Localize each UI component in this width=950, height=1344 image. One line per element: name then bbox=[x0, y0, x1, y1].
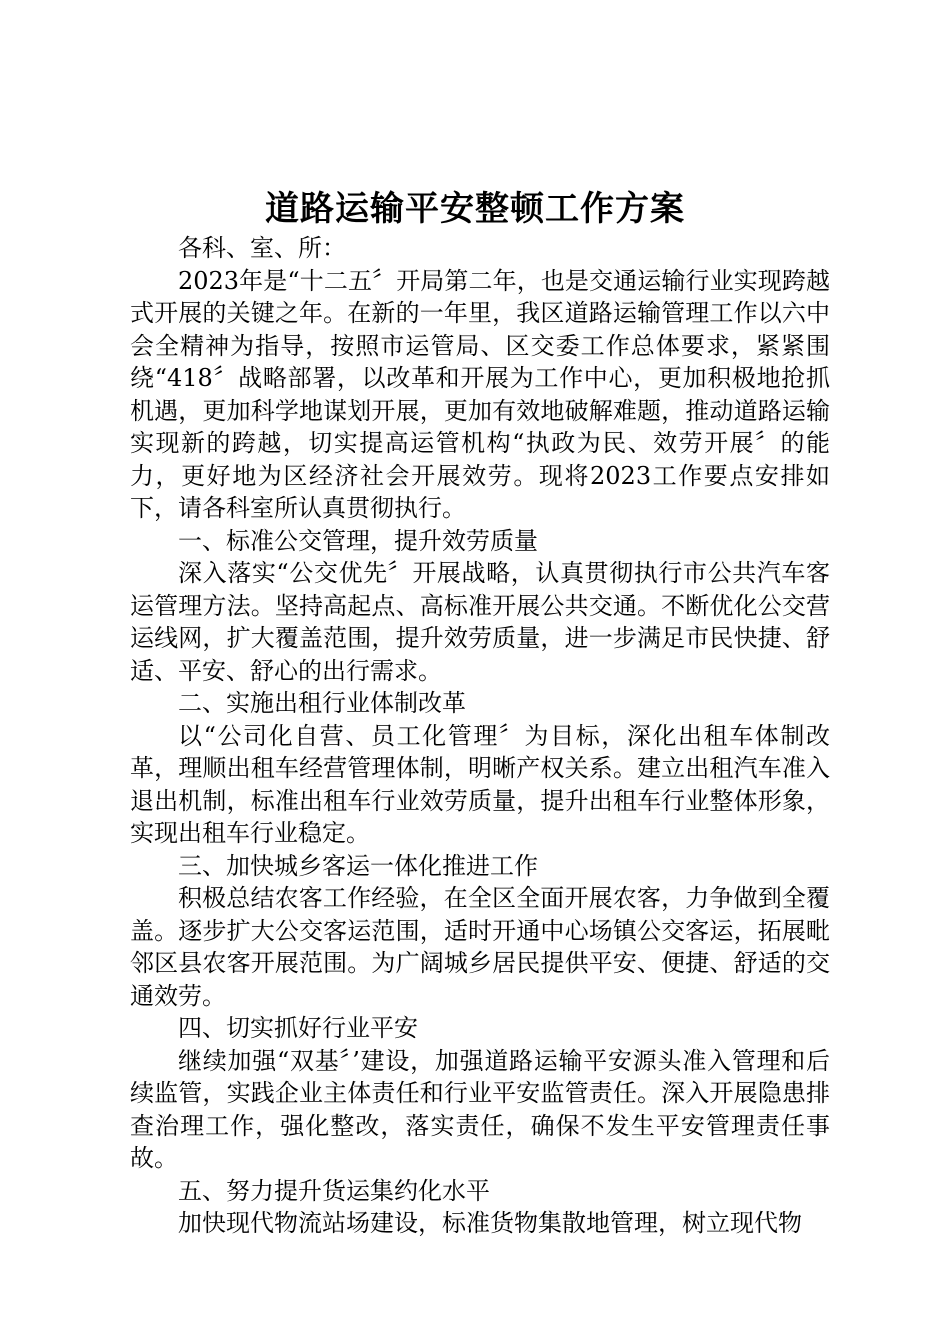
paragraph-2: 以“公司化自营、员工化管理〞为目标，深化出租车体制改革，理顺出租车经营管理体制，明晰产权关系。建立出租汽车准入退出机制，标准出租车行业效劳质量，提升出租车行业整体形象，实现出租车行业稳定。 bbox=[130, 721, 830, 847]
document-title: 道路运输平安整顿工作方案 bbox=[265, 189, 685, 229]
paragraph-5: 加快现代物流站场建设，标准货物集散地管理，树立现代物 bbox=[178, 1209, 802, 1237]
section-heading-5: 五、努力提升货运集约化水平 bbox=[178, 1176, 490, 1205]
section-heading-2: 二、实施出租行业体制改革 bbox=[178, 689, 466, 717]
salutation: 各科、室、所： bbox=[178, 234, 346, 262]
section-heading-3: 三、加快城乡客运一体化推进工作 bbox=[178, 851, 538, 880]
paragraph-3: 积极总结农客工作经验，在全区全面开展农客，力争做到全覆盖。逐步扩大公交客运范围，适时开通中心场镇公交客运，拓展毗邻区县农客开展范围。为广阔城乡居民提供平安、便捷、舒适的交通效劳。 bbox=[130, 884, 830, 1010]
paragraph-1: 深入落实“公交优先〞开展战略，认真贯彻执行市公共汽车客运管理方法。坚持高起点、高标准开展公共交通。不断优化公交营运线网，扩大覆盖范围，提升效劳质量，进一步满足市民快捷、舒适、平安、舒心的出行需求。 bbox=[130, 559, 830, 685]
document-body bbox=[130, 232, 830, 1240]
paragraph-intro: 2023年是“十二五〞开局第二年，也是交通运输行业实现跨越式开展的关键之年。在新的一年里，我区道路运输管理工作以六中会全精神为指导，按照市运管局、区交委工作总体要求，紧紧围绕“418〞战略部署，以改革和开展为工作中心，更加积极地抢抓机遇，更加科学地谋划开展，更加有效地破解难题，推动道路运输实现新的跨越，切实提高运管机构“执政为民、效劳开展〞的能力，更好地为区经济社会开展效劳。现将2023工作要点安排如下，请各科室所认真贯彻执行。 bbox=[130, 266, 830, 522]
section-heading-4: 四、切实抓好行业平安 bbox=[178, 1014, 418, 1042]
section-heading-1: 一、标准公交管理，提升效劳质量 bbox=[178, 526, 538, 555]
paragraph-4: 继续加强“双基〞’建设，加强道路运输平安源头准入管理和后续监管，实践企业主体责任和行业平安监管责任。深入开展隐患排查治理工作，强化整改，落实责任，确保不发生平安管理责任事故。 bbox=[130, 1046, 830, 1172]
